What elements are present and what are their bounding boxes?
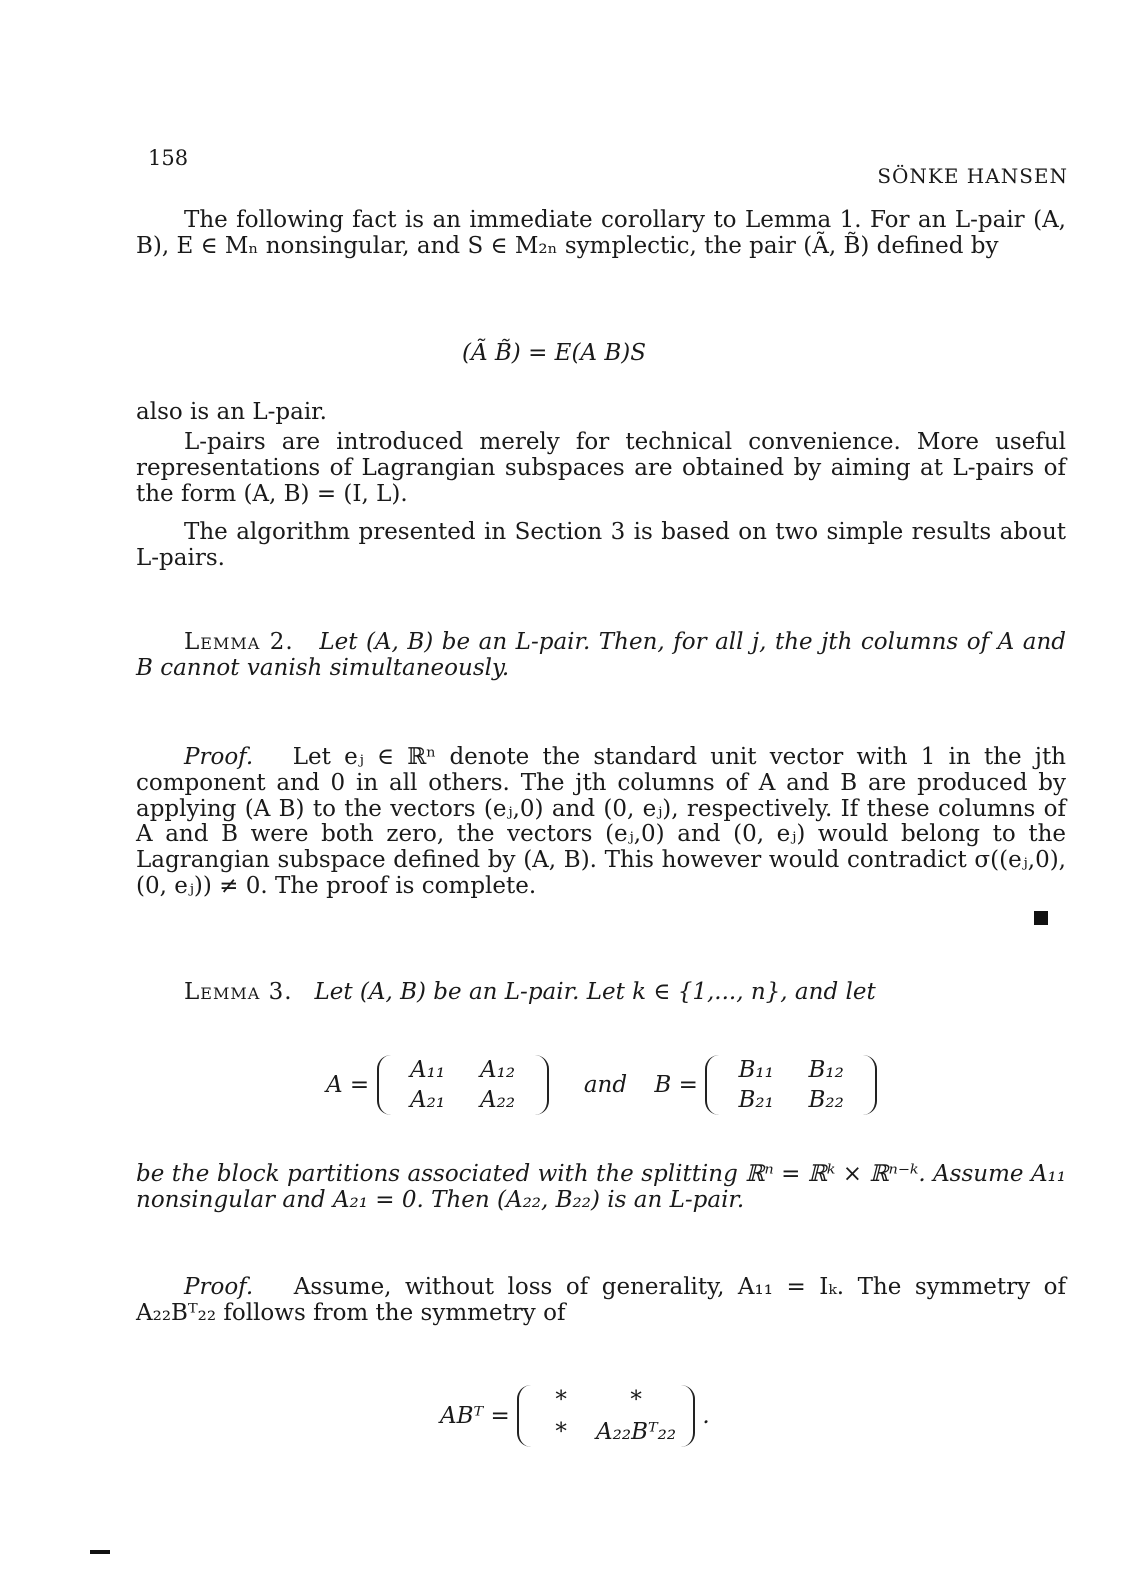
block-matrices (326, 1055, 877, 1115)
page-number: 158 (148, 146, 189, 170)
lemma-3 (136, 980, 1066, 1006)
matrix-a-cell: A₁₁ (409, 1057, 446, 1083)
matrix-cell: A₂₂Bᵀ₂₂ (596, 1419, 677, 1445)
qed-square (1034, 911, 1048, 925)
proof-lemma-2 (136, 745, 1066, 900)
matrix-cell: * (555, 1419, 567, 1445)
running-head-author: SÖNKE HANSEN (877, 164, 1068, 188)
paragraph-also-l-pair: also is an L-pair. (136, 399, 327, 425)
proof-heading: Proof. (184, 1274, 254, 1300)
matrix-b-cell: B₂₂ (808, 1087, 844, 1113)
matrix-a (377, 1055, 549, 1115)
matrix-b-cell: B₂₁ (738, 1087, 774, 1113)
matrix-b-cell: B₁₁ (738, 1057, 774, 1083)
lemma-2-heading: Lemma 2. (184, 629, 294, 655)
matrix-a-label: A = (326, 1072, 370, 1098)
scan-mark (90, 1550, 110, 1554)
lemma-2 (136, 630, 1066, 682)
lemma-3-heading: Lemma 3. (184, 979, 293, 1005)
matrix-ab-transpose (517, 1385, 695, 1447)
matrix-a-cell: A₁₂ (479, 1057, 516, 1083)
matrix-a-cell: A₂₂ (479, 1087, 516, 1113)
matrix-b (705, 1055, 877, 1115)
proof-text: Let eⱼ ∈ ℝⁿ denote the standard unit vector with 1 in the jth component and 0 in all others. The jth columns of A and B are produced by applying (A B) to the vectors (eⱼ,0) and (0, eⱼ), respectively. If these columns of A and B were both zero, the vectors (eⱼ,0) and (0, eⱼ) would belong to the Lagrangian subspace defined by (A, B). This however would contradict σ((eⱼ,0),(0, eⱼ)) ≠ 0. The proof is complete. (136, 744, 1066, 899)
proof-heading: Proof. (184, 744, 254, 770)
matrix-b-label: B = (654, 1072, 698, 1098)
paragraph-algorithm: The algorithm presented in Section 3 is based on two simple results about L-pairs. (136, 519, 1066, 571)
proof-text: Assume, without loss of generality, A₁₁ = Iₖ. The symmetry of A₂₂Bᵀ₂₂ follows from the symmetry of (136, 1274, 1066, 1326)
paragraph-l-pairs-convenience: L-pairs are introduced merely for technical convenience. More useful representations of Lagrangian subspaces are obtained by aiming at L-pairs of the form (A, B) = (I, L). (136, 429, 1066, 507)
lemma-3-statement: Let (A, B) be an L-pair. Let k ∈ {1,..., n}, and let (314, 979, 876, 1005)
proof-lemma-3 (136, 1275, 1066, 1327)
matrix-cell: * (555, 1387, 567, 1413)
matrix-cell: * (630, 1387, 642, 1413)
equation-label: ABᵀ = (440, 1403, 510, 1429)
lemma-3-continuation: be the block partitions associated with the splitting ℝⁿ = ℝᵏ × ℝⁿ⁻ᵏ. Assume A₁₁ nonsingular and A₂₁ = 0. Then (A₂₂, B₂₂) is an L-pair. (136, 1161, 1066, 1213)
and-word: and (583, 1072, 628, 1098)
equation-period: . (702, 1403, 710, 1429)
paragraph-corollary: The following fact is an immediate corollary to Lemma 1. For an L-pair (A, B), E ∈ Mₙ nonsingular, and S ∈ M₂ₙ symplectic, the pair (Ã, B̃) defined by (136, 207, 1066, 259)
matrix-b-cell: B₁₂ (808, 1057, 844, 1083)
equation-transformed-pair: (Ã B̃) = E(A B)S (462, 340, 646, 366)
lemma-2-statement: Let (A, B) be an L-pair. Then, for all j, the jth columns of A and B cannot vanish simultaneously. (136, 629, 1067, 681)
equation-ab-transpose (440, 1385, 710, 1447)
matrix-a-cell: A₂₁ (409, 1087, 446, 1113)
